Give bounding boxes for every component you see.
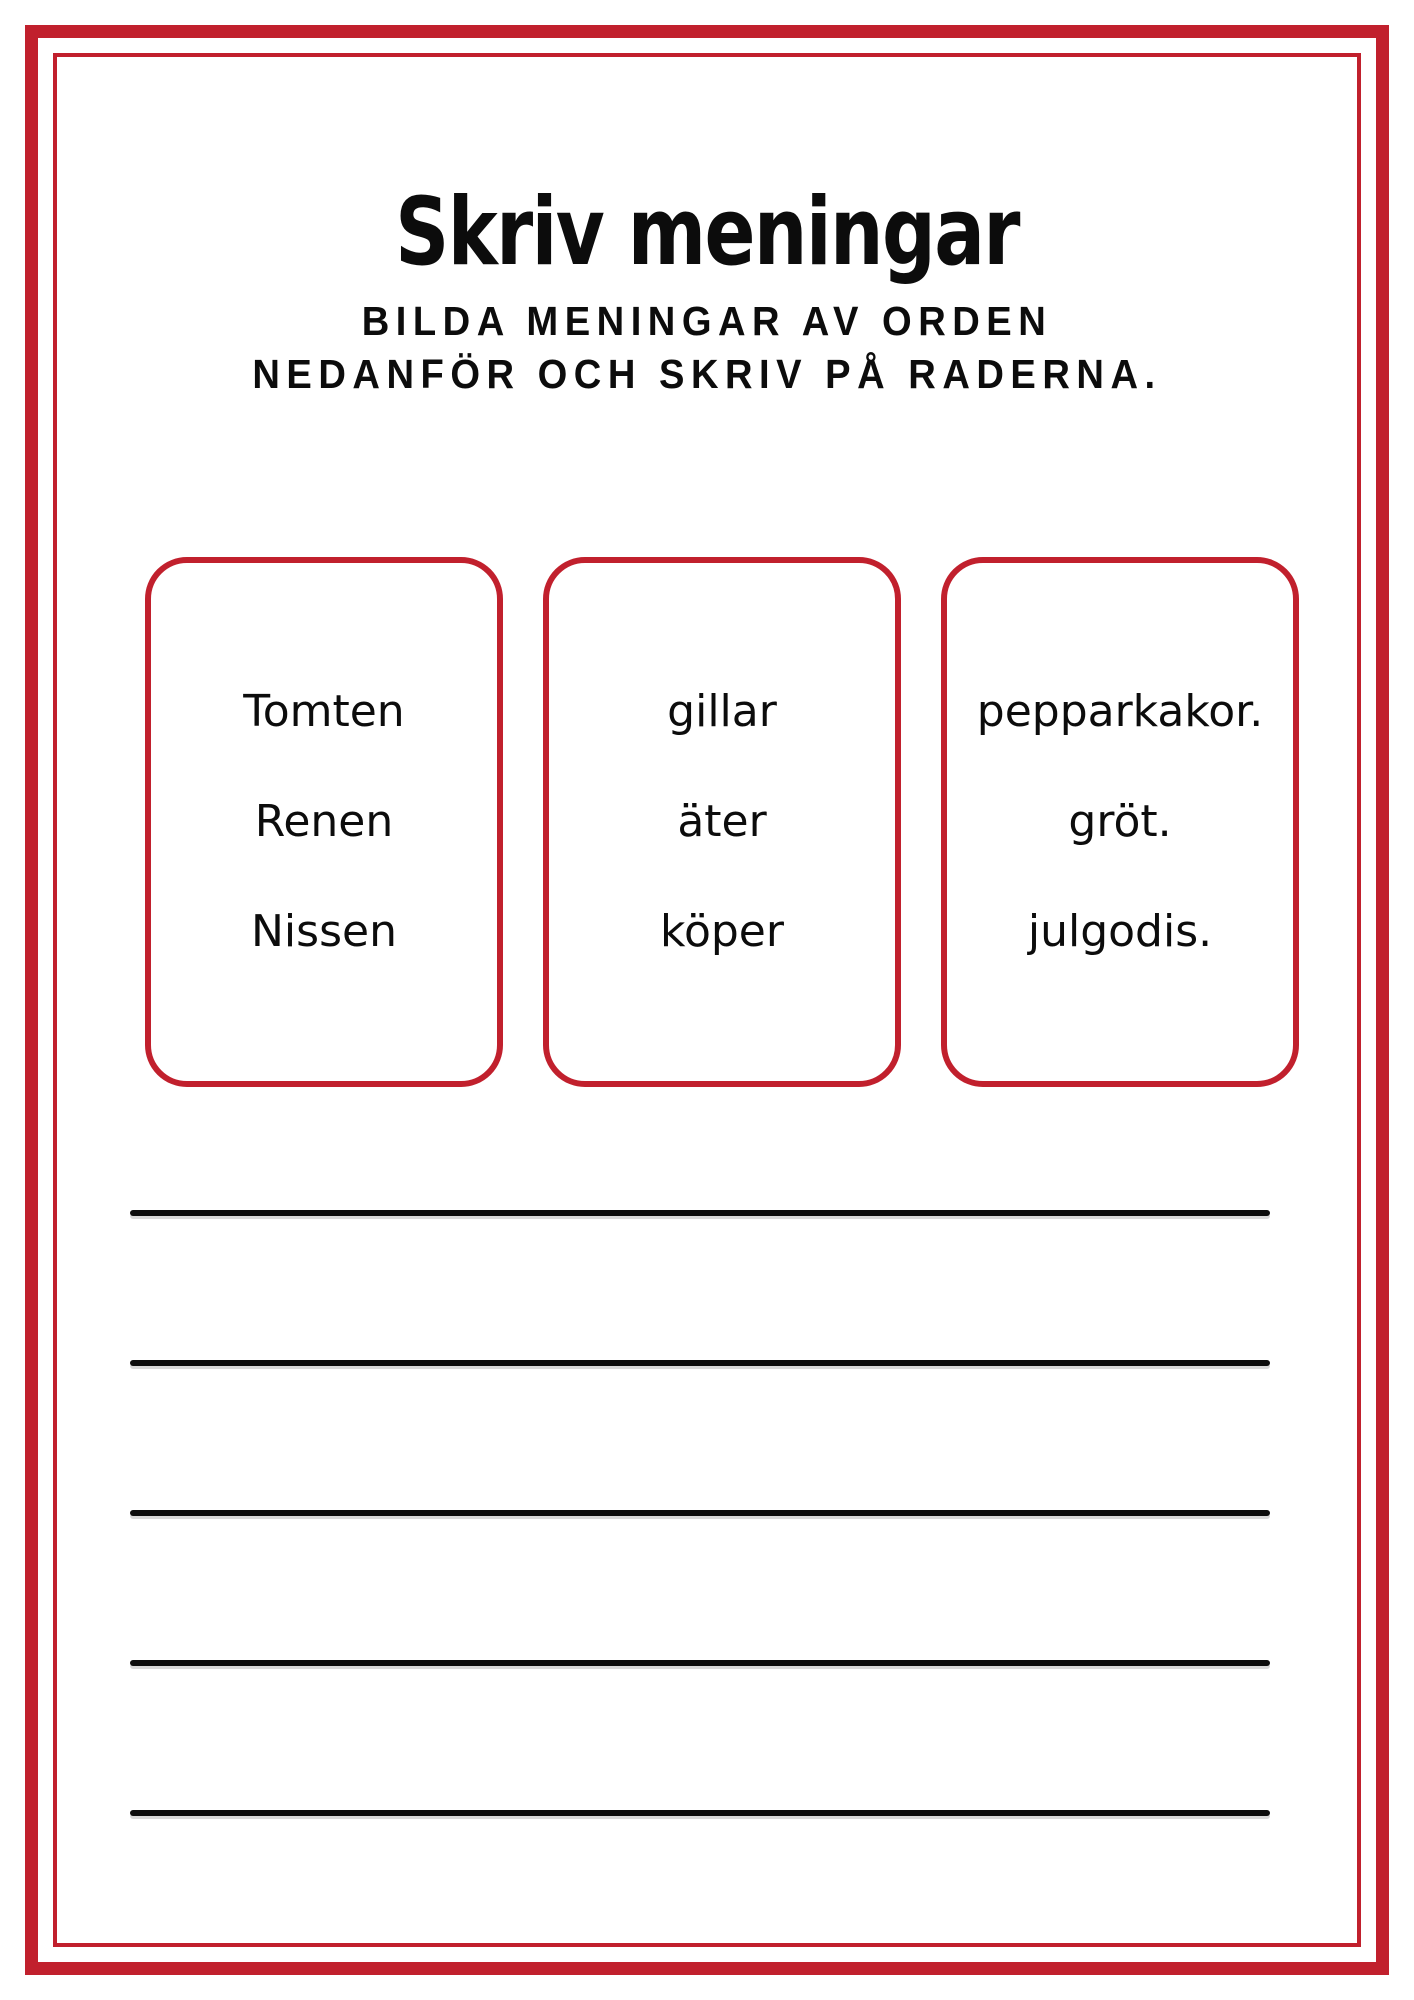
writing-line	[130, 1360, 1270, 1366]
word: julgodis.	[1027, 906, 1213, 957]
writing-line	[130, 1660, 1270, 1666]
writing-line	[130, 1210, 1270, 1216]
instructions-line-1: BILDA MENINGAR AV ORDEN	[361, 298, 1053, 344]
word: köper	[660, 906, 784, 957]
writing-line	[130, 1810, 1270, 1816]
word: gillar	[667, 686, 777, 737]
word-column-objects	[941, 557, 1299, 1087]
word-column-subjects	[145, 557, 503, 1087]
instructions-line-2: NEDANFÖR OCH SKRIV PÅ RADERNA.	[252, 351, 1162, 397]
word: gröt.	[1068, 796, 1172, 847]
word-columns	[145, 557, 1299, 1087]
page-title: Skriv meningar	[395, 178, 1019, 287]
word: Renen	[254, 796, 394, 847]
word: pepparkakor.	[976, 686, 1264, 737]
writing-lines	[130, 1210, 1270, 1816]
word-column-verbs	[543, 557, 901, 1087]
word: Nissen	[251, 906, 397, 957]
word: Tomten	[243, 686, 405, 737]
writing-line	[130, 1510, 1270, 1516]
word: äter	[677, 796, 767, 847]
